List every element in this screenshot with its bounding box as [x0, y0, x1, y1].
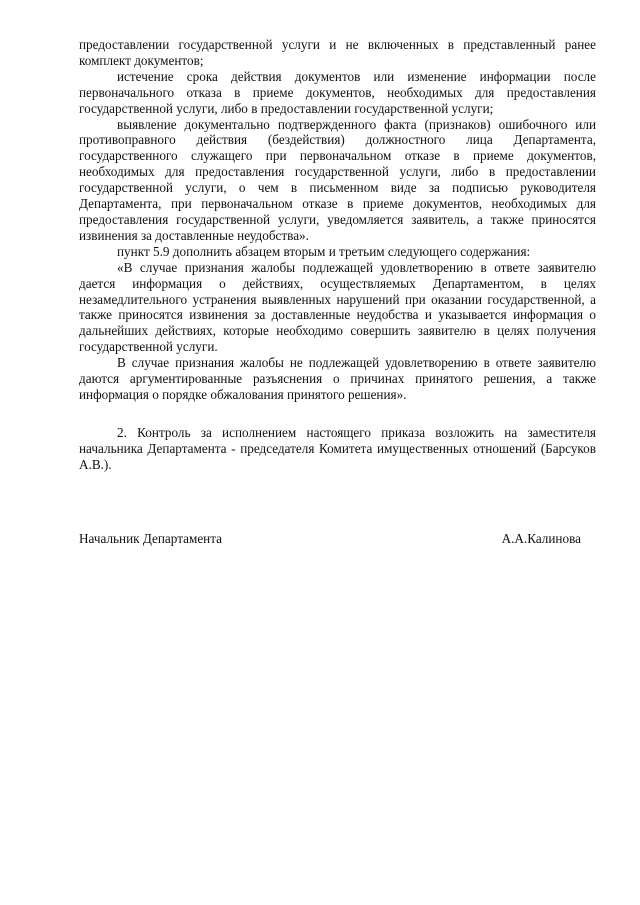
- paragraph-clause-5-9: пункт 5.9 дополнить абзацем вторым и третьим следующего содержания:: [117, 243, 531, 259]
- paragraph-complaint-satisfied: «В случае признания жалобы подлежащей удовлетворению в ответе заявителю дается информация о действиях, осуществляемых Департаментом, в целях незамедлительного устранения выявленных нарушений при оказании государственной, а также приносятся извинения за доставленные неудобства и указывается информация о дальнейших действиях, которые необходимо совершить заявителю в целях получения государственной услуги.: [79, 259, 596, 355]
- document-body: [79, 37, 596, 473]
- paragraph-error-detection: выявление документально подтвержденного факта (признаков) ошибочного или противоправного действия (бездействия) должностного лица Департамента, государственного служащего при первоначальном отказе в приеме документов, необходимых для предоставления государственной услуги, либо в предоставлении государственной услуги, о чем в письменном виде за подписью руководителя Департамента, при первоначальном отказе в приеме документов, необходимых для предоставления государственной услуги, уведомляется заявитель, а также приносятся извинения за доставленные неудобства».: [79, 116, 596, 243]
- signatory-name: А.А.Калинова: [501, 531, 581, 546]
- paragraph-gap: [79, 403, 596, 425]
- paragraph-complaint-rejected: В случае признания жалобы не подлежащей удовлетворению в ответе заявителю даются аргументированные разъяснения о причинах принятого решения, а также информация о порядке обжалования принятого решения».: [79, 355, 596, 402]
- paragraph-continuation: предоставлении государственной услуги и не включенных в представленный ранее комплект документов;: [79, 37, 596, 68]
- paragraph-control: 2. Контроль за исполнением настоящего приказа возложить на заместителя начальника Департамента - председателя Комитета имущественных отношений (Барсуков А.В.).: [79, 424, 596, 472]
- paragraph-expiry: истечение срока действия документов или изменение информации после первоначального отказа в приеме документов, необходимых для предоставления государственной услуги, либо в предоставлении государственной услуги;: [79, 68, 596, 116]
- signatory-position: Начальник Департамента: [79, 531, 223, 546]
- signature-block: [79, 531, 581, 547]
